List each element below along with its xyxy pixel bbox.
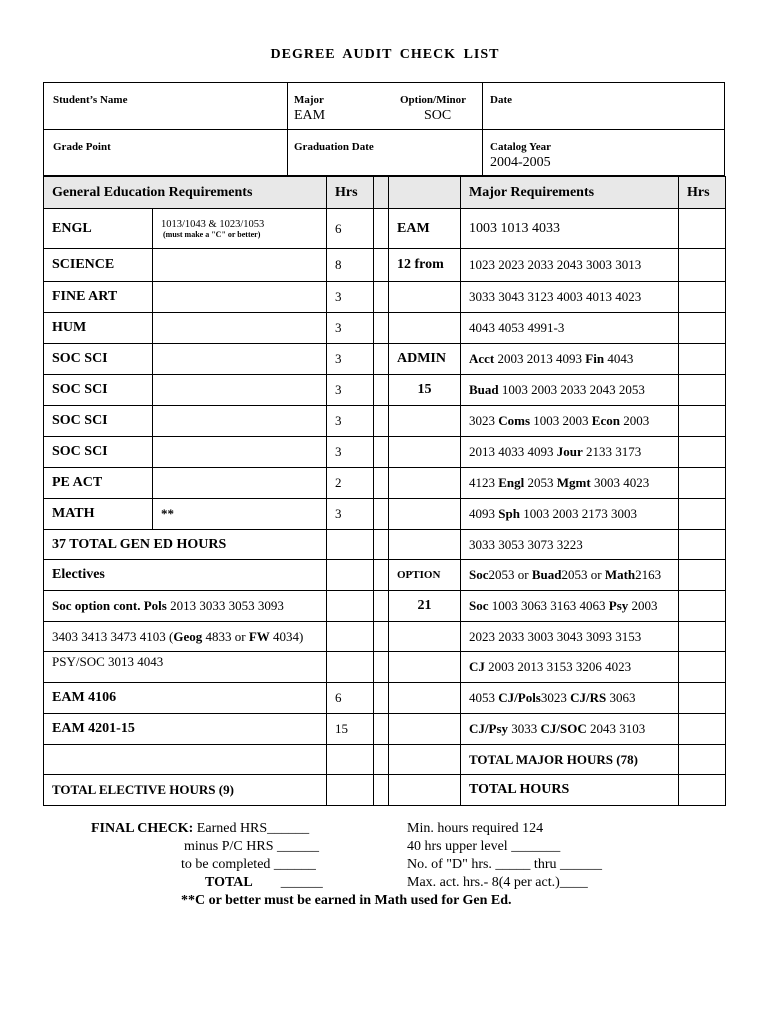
course-prefix: Acct xyxy=(469,351,495,366)
course-numbers: 4833 or xyxy=(202,628,249,644)
table-row xyxy=(44,209,726,249)
math-footnote: **C or better must be earned in Math used for Gen Ed. xyxy=(181,893,512,908)
gen-ed-course: HUM xyxy=(44,313,153,344)
total-gen-ed-hours: 37 TOTAL GEN ED HOURS xyxy=(44,530,327,560)
gen-ed-course: SOC SCI xyxy=(44,375,153,406)
course-numbers: 3403 3413 3473 4103 ( xyxy=(52,628,174,644)
major-courses xyxy=(461,468,679,499)
course-prefix: FW xyxy=(248,628,270,644)
table-row xyxy=(44,344,726,375)
catalog-year-label: Catalog Year xyxy=(490,141,551,153)
student-header-box xyxy=(43,82,725,176)
table-row xyxy=(44,249,726,282)
course-numbers: 1003 2003 2033 2043 2053 xyxy=(498,382,645,397)
course-numbers: 2003 xyxy=(628,598,658,613)
table-row xyxy=(44,282,726,313)
table-row xyxy=(44,437,726,468)
course-prefix: CJ xyxy=(469,659,485,674)
course-numbers: 2053 or xyxy=(488,567,532,582)
table-row xyxy=(44,745,726,775)
table-header-row xyxy=(44,177,726,209)
course-numbers: 2013 3033 3053 3093 xyxy=(166,598,284,613)
gen-ed-course: SOC SCI xyxy=(44,437,153,468)
upper-level-hours: 40 hrs upper level _______ xyxy=(407,839,561,854)
course-prefix: Soc option cont. xyxy=(52,598,144,613)
course-numbers: 1003 2003 2173 3003 xyxy=(519,506,637,521)
major-courses xyxy=(461,437,679,468)
total-label: TOTAL xyxy=(205,875,253,890)
option-minor-value: SOC xyxy=(424,108,452,123)
catalog-year-value: 2004-2005 xyxy=(490,155,551,170)
gen-ed-hours: 3 xyxy=(327,282,374,313)
gen-ed-hrs-header: Hrs xyxy=(327,177,374,209)
gen-ed-course: SCIENCE xyxy=(44,249,153,282)
table-row xyxy=(44,530,726,560)
course-prefix: Fin xyxy=(585,351,605,366)
student-name-label: Student’s Name xyxy=(53,94,128,106)
minus-pc-hrs: minus P/C HRS ______ xyxy=(184,839,319,854)
course-prefix: Psy xyxy=(608,598,629,613)
eam-4106: EAM 4106 xyxy=(44,683,327,714)
course-numbers: 3003 4023 xyxy=(590,475,650,490)
course-numbers: 2133 3173 xyxy=(582,444,642,459)
table-row xyxy=(44,375,726,406)
course-prefix: CJ/Psy xyxy=(469,721,508,736)
eam-4106-hours: 6 xyxy=(327,683,374,714)
course-numbers: 2003 2013 4093 xyxy=(494,351,586,366)
course-numbers: 1003 2003 xyxy=(530,413,592,428)
major-courses xyxy=(461,683,679,714)
electives-label: Electives xyxy=(44,560,327,591)
course-prefix: Soc xyxy=(469,567,489,582)
course-numbers: 3063 xyxy=(606,690,636,705)
course-numbers: 3033 xyxy=(508,721,541,736)
major-courses xyxy=(461,652,679,683)
gen-ed-course: SOC SCI xyxy=(44,406,153,437)
major-courses xyxy=(461,714,679,745)
total-major-hours: TOTAL MAJOR HOURS (78) xyxy=(461,745,679,775)
course-numbers: 2053 xyxy=(524,475,557,490)
table-row xyxy=(44,775,726,806)
gen-ed-course: MATH xyxy=(44,499,153,530)
major-courses: 3033 3043 3123 4003 4013 4023 xyxy=(461,282,679,313)
course-numbers: 4053 xyxy=(469,690,499,705)
final-check-label: FINAL CHECK: xyxy=(91,821,194,836)
major-courses: 1023 2023 2033 2043 3003 3013 xyxy=(461,249,679,282)
course-numbers: 1003 3063 3163 4063 xyxy=(488,598,609,613)
eam-4201-hours: 15 xyxy=(327,714,374,745)
table-row xyxy=(44,591,726,622)
major-group: 15 xyxy=(389,375,461,406)
gen-ed-header: General Education Requirements xyxy=(44,177,327,209)
major-value: EAM xyxy=(294,108,326,123)
course-numbers: 4093 xyxy=(469,506,499,521)
major-courses: 4043 4053 4991-3 xyxy=(461,313,679,344)
eam-4201: EAM 4201-15 xyxy=(44,714,327,745)
final-check-left xyxy=(91,820,323,892)
major-courses xyxy=(461,406,679,437)
course-numbers: 2163 xyxy=(635,567,662,582)
to-be-completed: to be completed ______ xyxy=(181,857,316,872)
major-courses xyxy=(461,375,679,406)
table-row xyxy=(44,560,726,591)
course-prefix: Soc xyxy=(469,598,489,613)
course-numbers: 4123 xyxy=(469,475,499,490)
gen-ed-hours: 3 xyxy=(327,499,374,530)
table-row xyxy=(44,714,726,745)
gen-ed-hours: 3 xyxy=(327,344,374,375)
gen-ed-course: FINE ART xyxy=(44,282,153,313)
table-row xyxy=(44,406,726,437)
course-prefix: Sph xyxy=(498,506,520,521)
major-courses xyxy=(461,591,679,622)
earned-hrs: Earned HRS______ xyxy=(196,821,310,836)
soc-option-courses xyxy=(44,591,327,622)
gen-ed-course: ENGL xyxy=(44,209,153,249)
course-prefix: CJ/RS xyxy=(570,690,607,705)
date-label: Date xyxy=(490,94,512,106)
major-group: ADMIN xyxy=(389,344,461,375)
option-minor-label: Option/Minor xyxy=(400,94,467,106)
gen-ed-hours: 3 xyxy=(327,437,374,468)
major-group: EAM xyxy=(389,209,461,249)
gen-ed-course: SOC SCI xyxy=(44,344,153,375)
engl-note: (must make a "C" or better) xyxy=(163,229,261,239)
table-row xyxy=(44,622,726,652)
course-numbers: 2003 2013 3153 3206 4023 xyxy=(484,659,632,674)
course-numbers: 3023 xyxy=(540,690,571,705)
soc-option-courses-cont xyxy=(44,622,327,652)
major-hrs-header: Hrs xyxy=(679,177,726,209)
major-courses xyxy=(461,499,679,530)
major-courses: 3033 3053 3073 3223 xyxy=(461,530,679,560)
psy-soc-courses: PSY/SOC 3013 4043 xyxy=(44,652,327,683)
min-hours-required: Min. hours required 124 xyxy=(407,821,544,836)
table-row xyxy=(44,683,726,714)
gen-ed-hours: 8 xyxy=(327,249,374,282)
gen-ed-course: PE ACT xyxy=(44,468,153,499)
engl-courses: 1013/1043 & 1023/1053 xyxy=(161,218,265,230)
gen-ed-hours: 3 xyxy=(327,406,374,437)
total-hours: TOTAL HOURS xyxy=(461,775,679,806)
gen-ed-hours: 3 xyxy=(327,313,374,344)
major-group: 12 from xyxy=(389,249,461,282)
table-row xyxy=(44,468,726,499)
course-numbers: 2043 3103 xyxy=(586,721,646,736)
course-numbers: 2003 xyxy=(619,413,650,428)
major-courses: 2023 2033 3003 3043 3093 3153 xyxy=(461,622,679,652)
math-note-marker: ** xyxy=(153,499,327,530)
table-row xyxy=(44,313,726,344)
course-numbers: 2013 4033 4093 xyxy=(469,444,557,459)
course-prefix: CJ/SOC xyxy=(540,721,587,736)
major-req-header: Major Requirements xyxy=(461,177,679,209)
d-hours: No. of "D" hrs. _____ thru ______ xyxy=(407,857,602,872)
course-prefix: Engl xyxy=(498,475,525,490)
course-prefix: Math xyxy=(604,567,636,582)
course-prefix: Coms xyxy=(498,413,531,428)
total-elective-hours: TOTAL ELECTIVE HOURS (9) xyxy=(44,775,327,806)
requirements-table xyxy=(43,176,726,806)
course-numbers: 4034) xyxy=(269,628,304,644)
course-prefix: Pols xyxy=(143,598,167,613)
course-numbers: 4043 xyxy=(604,351,634,366)
major-courses xyxy=(461,560,679,591)
major-label: Major xyxy=(294,94,324,106)
graduation-date-label: Graduation Date xyxy=(294,141,374,153)
table-row xyxy=(44,499,726,530)
major-courses xyxy=(461,344,679,375)
grade-point-label: Grade Point xyxy=(53,141,111,153)
final-check-right xyxy=(407,820,602,892)
course-prefix: Buad xyxy=(469,382,499,397)
course-prefix: Jour xyxy=(556,444,583,459)
major-courses: 1003 1013 4033 xyxy=(461,209,679,249)
table-row xyxy=(44,652,726,683)
gen-ed-hours: 3 xyxy=(327,375,374,406)
max-act-hours: Max. act. hrs.- 8(4 per act.)____ xyxy=(407,875,588,890)
course-prefix: Buad xyxy=(531,567,562,582)
option-label: OPTION xyxy=(389,560,461,591)
course-numbers: 3023 xyxy=(469,413,499,428)
course-numbers: 2053 or xyxy=(561,567,605,582)
course-prefix: Geog xyxy=(173,628,203,644)
course-prefix: Mgmt xyxy=(556,475,591,490)
total-blank: ______ xyxy=(280,875,323,890)
page-title: DEGREE AUDIT CHECK LIST xyxy=(270,47,500,62)
gen-ed-hours: 2 xyxy=(327,468,374,499)
course-prefix: CJ/Pols xyxy=(498,690,541,705)
option-hours: 21 xyxy=(389,591,461,622)
course-prefix: Econ xyxy=(591,413,620,428)
gen-ed-hours: 6 xyxy=(327,209,374,249)
